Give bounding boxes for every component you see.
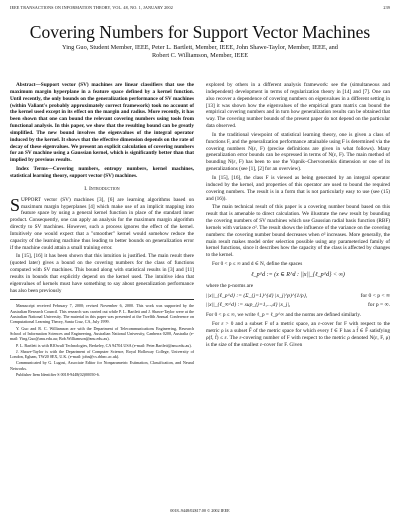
paragraph: In [15], [16], the class F is viewed as being generated by an integral operator induced by the kernel, and properties of this operator are used to bound the required covering numbers. The result is in a form that is not particularly easy to use (see (15) and (16)). <box>206 174 390 202</box>
paragraph: For ε > 0 and a subset F of a metric space, an ε-cover for F with respect to the metric ρ is a subset F̃ of the metric space for which every f ∈ F has a f̃ ∈ F̃ satisfying ρ(f, f̃) ≤ ε. The ε-covering number of F with respect to the metric ρ denoted N(ε, F, ρ) is the size of the smallest ε-cover for F. Given <box>206 321 390 348</box>
equation-condition: for p = ∞. <box>367 302 390 309</box>
journal-header: IEEE TRANSACTIONS ON INFORMATION THEORY, VOL. 48, NO. 1, JANUARY 2002 <box>10 5 173 10</box>
footnote: Publisher Item Identifier S 0018-9448(02)00050-6. <box>16 372 100 378</box>
author-line-1: Ying Guo, Student Member, IEEE, Peter L. Bartlett, Member, IEEE, John Shawe-Taylor, Member, IEEE, and <box>62 44 338 51</box>
footnote: P. L. Bartlett is with BIOwulf Technologies, Berkeley, CA 94704 USA (e-mail: Peter.Bartlett@anu.edu.au). <box>16 342 192 348</box>
running-header <box>10 5 390 13</box>
paragraph: where the p-norms are <box>206 282 254 289</box>
paper-title: Covering Numbers for Support Vector Machines <box>29 22 371 42</box>
equation-norm-inf <box>206 302 390 309</box>
intro-paragraph-2: In [15], [16] it has been shown that this intuition is justified. The main result there (quoted later) gives a bound on the covering numbers for the class of functions computed with SV machines. This bound along with statistical results in [3] and [11] results in bounds that explicitly depend on the kernel used. The intuitive idea that eigenvalues of kernels must have something to say about generalization performance has also been previously <box>10 253 194 294</box>
copyright-footer: 0018–9448/02$17.00 © 2002 IEEE <box>170 508 230 513</box>
paragraph: The main technical result of this paper is a covering number bound based on this result that is amenable to direct calculation. We illustrate the new result by bounding the covering numbers of SV machines which use Gaussian radial basis function (RBF) kernels with variance σ². The result shows the influence of the variance on the covering numbers: the covering number bound decreases when σ² increases. More generally, the main result makes model order selection possible using any parameterized family of kernel functions, since it describes how the capacity of the class is affected by changes to the kernel. <box>206 204 390 259</box>
footnote: J. Shawe-Taylor is with the Department of Computer Science, Royal Holloway College, University of London, Egham, TW20 0EX, U.K. (e-mail: john@cs.rhbnc.ac.uk). <box>10 348 194 360</box>
footnote: Communicated by G. Lugosi, Associate Editor for Nonparametric Estimation, Classification, and Neural Networks. <box>10 360 194 371</box>
page-number: 239 <box>383 5 390 10</box>
right-column <box>206 82 390 351</box>
footnote: Y. Guo and R. C. Williamson are with the Department of Telecommunications Engineering, Research School of Information Sciences and Engineering, Australian National University, Canberra 0200, Australia (e-mail: Ying.Guo@anu.edu.au; Bob.Williamson@anu.edu.au). <box>10 325 194 342</box>
equation-space: ℓ_p^d := (x ∈ R^d : ||x||_{ℓ_p^d} < ∞) <box>251 271 345 278</box>
index-terms: Index Terms—Covering numbers, entropy numbers, kernel machines, statistical learning theory, support vector (SV) machines. <box>10 166 194 179</box>
paragraph: For 0 < p ≤ ∞ and d ∈ N, define the spaces <box>212 261 303 268</box>
paragraph: In the traditional viewpoint of statistical learning theory, one is given a class of functions F, and the generalization performance attainable using F is determined via the covering numbers N(ε, F) (precise definitions are given in what follows). Many generalization error bounds can be expressed in terms of N(ε, F). The main method of bounding N(ε, F) has been to use the Vapnik–Chervonenkis dimension or one of its generalizations (see [1], [2] for an overview). <box>206 131 390 173</box>
paragraph: explored by others in a different analysis framework: see the (simultaneous and independent) development in terms of regularization theory in [14] and [7]. One can also recover a dependence of covering numbers on eigenvalues in a different setting in [13] it was shown how the eigenvalues of the empirical gram matrix can bound the empirical covering numbers and in turn how generalization results can be obtained that way. The covering number bounds of the present paper do not depend on the particular data observed. <box>206 82 390 130</box>
equation-norm-p <box>206 293 390 300</box>
author-line-2: Robert C. Williamson, Member, IEEE <box>151 52 249 59</box>
footnote-rule <box>10 299 194 300</box>
footnote: Manuscript received February 7, 2000; revised November 6, 2000. This work was supported by the Australian Research Council. This research was carried out while P. L. Bartlett and J. Shawe-Taylor were at the Australian National University. The material in this paper was presented at the Twelfth Annual Conference on Computational Learning Theory, Santa Cruz, CA, July 1999. <box>10 303 194 325</box>
section-heading: I. Introduction <box>84 185 120 192</box>
equation-condition: for 0 < p < ∞ <box>360 292 390 299</box>
drop-cap: S <box>10 194 21 215</box>
intro-paragraph-1: SUPPORT vector (SV) machines [3], [6] are learning algorithms based on maximum margin hyperplanes [4] which make use of an implicit mapping into feature space by using a general kernel function in place of the standard inner product. Consequently, one can apply an analysis for the maximum margin algorithm directly to SV machines. However, such a process ignores the effect of the kernel. Intuitively one would expect that a "smoother" kernel would somehow reduce the capacity of the learning machine thus leading to better bounds on generalization error if the machine could attain a small training error. <box>10 194 194 251</box>
equation-expr: ||x||_{ℓ_p^d} := (Σ_{j=1}^{d} |x_j|^p)^{1/p}, <box>206 292 308 299</box>
paragraph: For 0 < p ≤ ∞, we write ℓ_p = ℓ_p^∞ and the norms are defined similarly. <box>206 312 361 319</box>
left-column <box>10 82 194 378</box>
equation-expr: ||x||_{ℓ_∞^d} := sup_{j=1,...,d} |x_j|, <box>206 302 291 309</box>
author-list <box>40 44 360 60</box>
abstract: Abstract—Support vector (SV) machines are linear classifiers that use the maximum margin hyperplane in a feature space defined by a kernel function. Until recently, the only bounds on the generalization performance of SV machines (within Valiant's probably approximately correct framework) took no account of the kernel used except in its effect on the margin and radius. More recently, it has been shown that one can bound the relevant covering numbers using tools from functional analysis. In this paper, we show that the resulting bound can be greatly simplified. The new bound involves the eigenvalues of the integral operator induced by the kernel. It shows that the effective dimension depends on the rate of decay of these eigenvalues. We present an explicit calculation of covering numbers for an SV machine using a Gaussian kernel, which is significantly better than that implied by previous results. <box>10 82 194 164</box>
